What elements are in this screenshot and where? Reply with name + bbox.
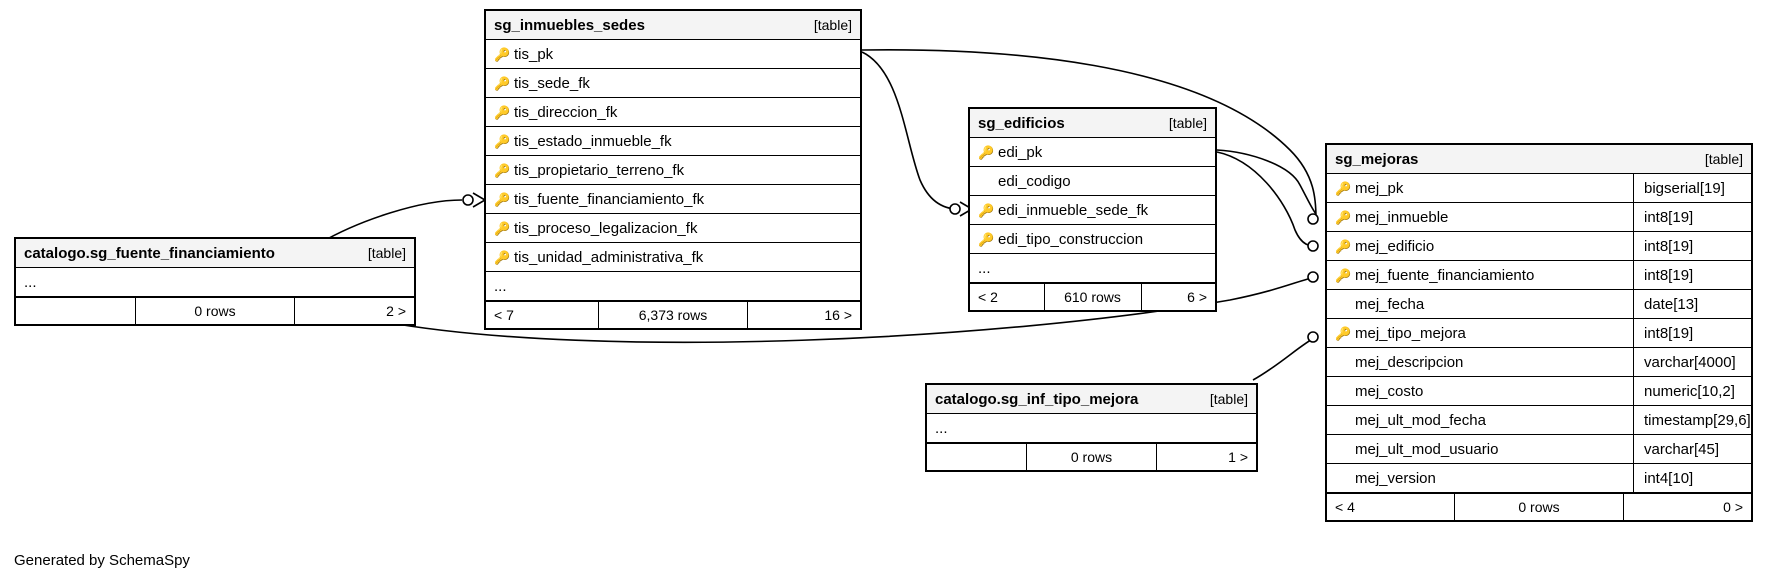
table-row[interactable]: [1327, 435, 1751, 464]
column-type: int8[19]: [1633, 203, 1751, 231]
column-type: date[13]: [1633, 290, 1751, 318]
footer-prev-count: [927, 444, 1026, 470]
key-icon-foreign: 🔑: [494, 133, 511, 149]
column-name: mej_ult_mod_fecha: [1355, 411, 1486, 429]
table-title: catalogo.sg_fuente_financiamiento: [24, 244, 275, 262]
column-name: edi_codigo: [998, 172, 1071, 190]
table-catalogo-sg_inf_tipo_mejora[interactable]: [925, 383, 1258, 472]
footer-prev-count: < 4: [1335, 499, 1355, 515]
column-name: tis_pk: [514, 45, 554, 63]
table-row[interactable]: [1327, 406, 1751, 435]
footer-row-count: 0 rows: [1454, 494, 1624, 520]
table-row[interactable]: [1327, 464, 1751, 493]
column-type: int8[19]: [1633, 319, 1751, 347]
key-icon-foreign: 🔑: [1335, 209, 1352, 225]
column-type: int8[19]: [1633, 261, 1751, 289]
table-row[interactable]: [970, 167, 1215, 196]
table-title: sg_edificios: [978, 114, 1065, 132]
table-title: catalogo.sg_inf_tipo_mejora: [935, 390, 1139, 408]
column-type: int4[10]: [1633, 464, 1751, 492]
table-footer: [16, 297, 414, 324]
column-name: tis_estado_inmueble_fk: [514, 132, 672, 150]
column-type: timestamp[29,6]: [1633, 406, 1751, 434]
key-icon-foreign: 🔑: [1335, 238, 1352, 254]
generated-by-credit: Generated by SchemaSpy: [14, 552, 190, 569]
footer-prev-count: [16, 298, 135, 324]
column-name: tis_fuente_financiamiento_fk: [514, 190, 705, 208]
table-row[interactable]: [486, 98, 860, 127]
column-name: tis_proceso_legalizacion_fk: [514, 219, 698, 237]
table-row[interactable]: [486, 214, 860, 243]
table-row[interactable]: [1327, 203, 1751, 232]
table-catalogo-sg_fuente_financiamiento[interactable]: [14, 237, 416, 326]
column-name: mej_tipo_mejora: [1355, 324, 1466, 342]
key-icon-foreign: 🔑: [494, 75, 511, 91]
column-name: edi_inmueble_sede_fk: [998, 201, 1149, 219]
column-type: varchar[45]: [1633, 435, 1751, 463]
column-name: mej_descripcion: [1355, 353, 1464, 371]
column-type: varchar[4000]: [1633, 348, 1751, 376]
table-header: [927, 385, 1256, 414]
key-icon-primary: 🔑: [978, 144, 995, 160]
table-tag: [table]: [367, 245, 406, 261]
table-row[interactable]: [970, 196, 1215, 225]
column-name: mej_costo: [1355, 382, 1424, 400]
footer-prev-count: < 2: [978, 289, 998, 305]
footer-prev-count: < 7: [494, 307, 514, 323]
table-row[interactable]: [486, 156, 860, 185]
column-name: mej_ult_mod_usuario: [1355, 440, 1499, 458]
table-row[interactable]: [1327, 377, 1751, 406]
table-row[interactable]: [486, 243, 860, 272]
column-type: int8[19]: [1633, 232, 1751, 260]
key-icon-foreign: 🔑: [978, 202, 995, 218]
footer-next-count: 2 >: [386, 303, 406, 319]
table-row[interactable]: [486, 40, 860, 69]
key-icon-foreign: 🔑: [494, 104, 511, 120]
table-row[interactable]: [486, 127, 860, 156]
table-footer: [927, 443, 1256, 470]
table-row[interactable]: [1327, 261, 1751, 290]
table-row[interactable]: [486, 69, 860, 98]
table-row[interactable]: [1327, 174, 1751, 203]
table-tag: [table]: [813, 17, 852, 33]
column-name: tis_sede_fk: [514, 74, 590, 92]
key-icon-foreign: 🔑: [494, 220, 511, 236]
key-icon-foreign: 🔑: [978, 231, 995, 247]
footer-next-count: 6 >: [1187, 289, 1207, 305]
more-columns-indicator: ...: [927, 414, 1256, 443]
key-icon-foreign: 🔑: [494, 249, 511, 265]
table-footer: [970, 283, 1215, 310]
more-columns-indicator: ...: [486, 272, 860, 301]
column-type: numeric[10,2]: [1633, 377, 1751, 405]
table-header: [1327, 145, 1751, 174]
footer-row-count: 0 rows: [135, 298, 294, 324]
column-name: mej_fuente_financiamiento: [1355, 266, 1535, 284]
table-tag: [table]: [1209, 391, 1248, 407]
column-name: edi_tipo_construccion: [998, 230, 1144, 248]
table-footer: [486, 301, 860, 328]
table-title: sg_mejoras: [1335, 150, 1419, 168]
table-header: [486, 11, 860, 40]
table-row[interactable]: [486, 185, 860, 214]
table-header: [970, 109, 1215, 138]
table-title: sg_inmuebles_sedes: [494, 16, 645, 34]
key-icon-primary: 🔑: [494, 46, 511, 62]
column-name: tis_direccion_fk: [514, 103, 618, 121]
column-name: tis_propietario_terreno_fk: [514, 161, 685, 179]
footer-next-count: 0 >: [1723, 499, 1743, 515]
key-icon-foreign: 🔑: [494, 191, 511, 207]
more-columns-indicator: ...: [16, 268, 414, 297]
table-tag: [table]: [1168, 115, 1207, 131]
table-row[interactable]: [970, 225, 1215, 254]
column-name: tis_unidad_administrativa_fk: [514, 248, 704, 266]
table-row[interactable]: [1327, 290, 1751, 319]
footer-row-count: 6,373 rows: [598, 302, 748, 328]
table-header: [16, 239, 414, 268]
column-name: mej_inmueble: [1355, 208, 1449, 226]
table-row[interactable]: [1327, 319, 1751, 348]
footer-row-count: 610 rows: [1044, 284, 1142, 310]
column-name: mej_edificio: [1355, 237, 1435, 255]
table-sg_mejoras[interactable]: [1325, 143, 1753, 522]
column-name: edi_pk: [998, 143, 1043, 161]
table-tag: [table]: [1704, 151, 1743, 167]
column-type: bigserial[19]: [1633, 174, 1751, 202]
footer-row-count: 0 rows: [1026, 444, 1158, 470]
key-icon-foreign: 🔑: [494, 162, 511, 178]
key-icon-primary: 🔑: [1335, 180, 1352, 196]
footer-next-count: 1 >: [1228, 449, 1248, 465]
table-footer: [1327, 493, 1751, 520]
table-row[interactable]: [970, 138, 1215, 167]
column-name: mej_pk: [1355, 179, 1404, 197]
more-columns-indicator: ...: [970, 254, 1215, 283]
footer-next-count: 16 >: [824, 307, 852, 323]
column-name: mej_version: [1355, 469, 1436, 487]
table-sg_inmuebles_sedes[interactable]: [484, 9, 862, 330]
key-icon-foreign: 🔑: [1335, 325, 1352, 341]
column-name: mej_fecha: [1355, 295, 1425, 313]
table-row[interactable]: [1327, 232, 1751, 261]
table-sg_edificios[interactable]: [968, 107, 1217, 312]
key-icon-foreign: 🔑: [1335, 267, 1352, 283]
table-row[interactable]: [1327, 348, 1751, 377]
